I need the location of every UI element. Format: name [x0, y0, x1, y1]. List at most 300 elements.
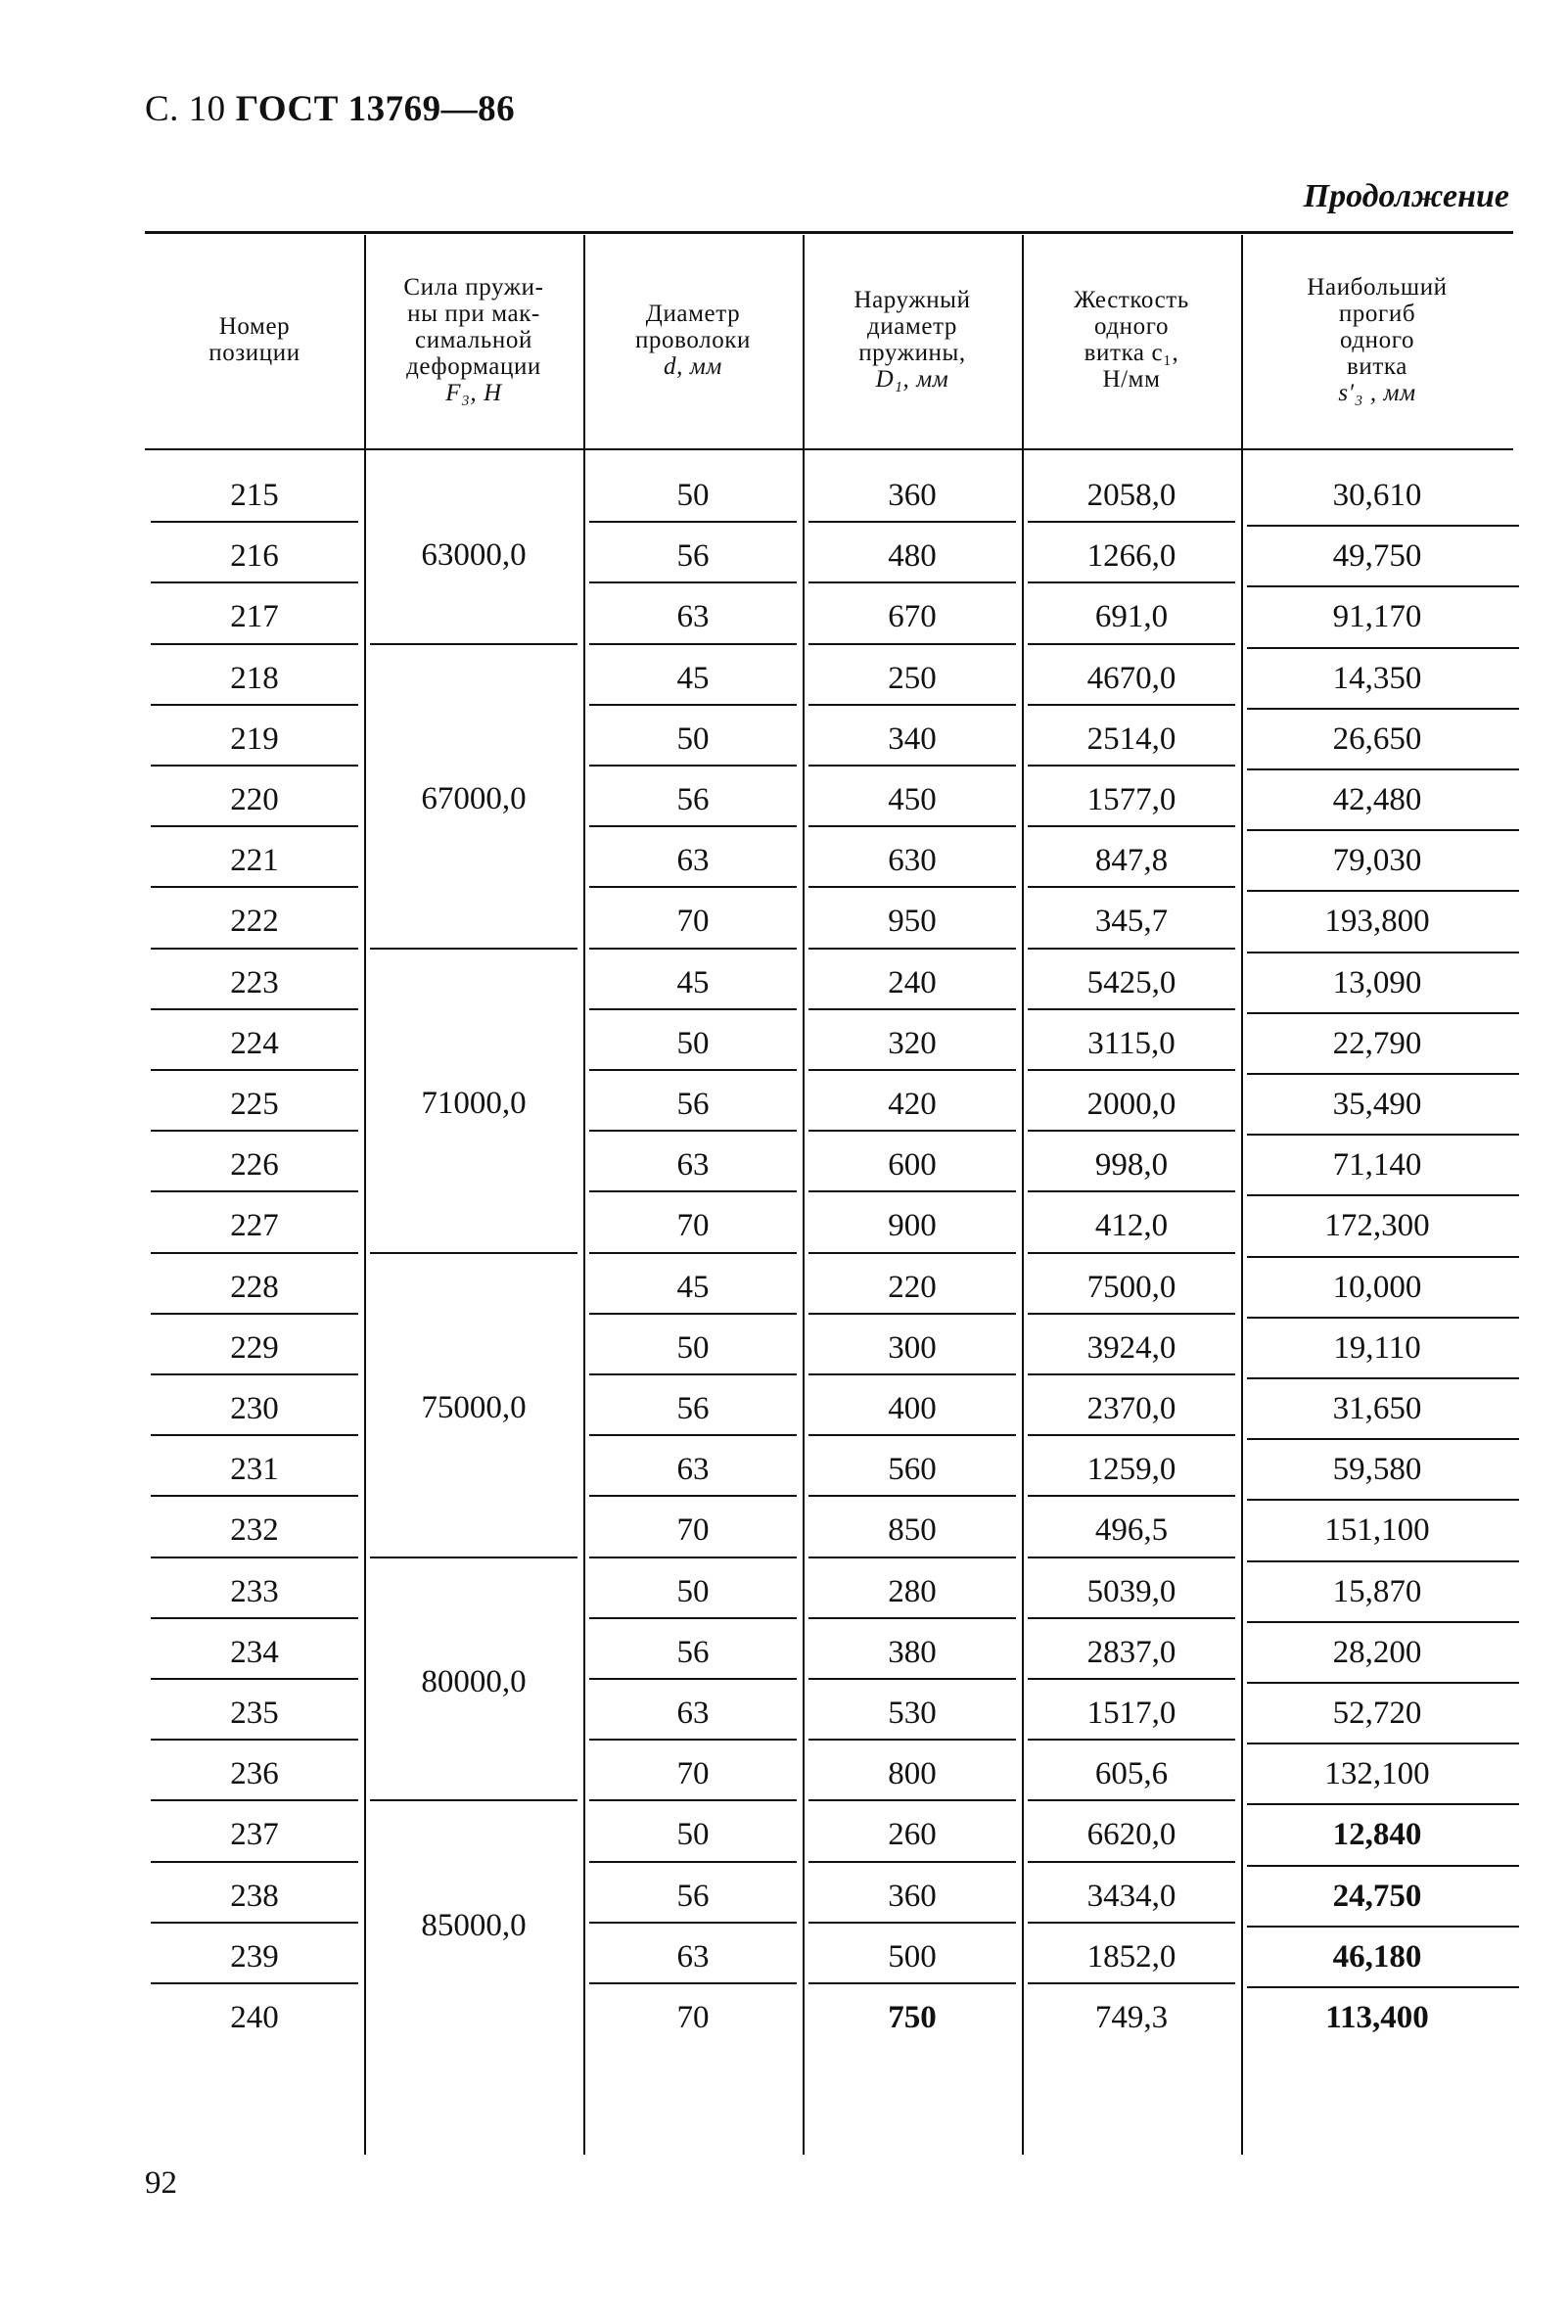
column-header	[364, 239, 583, 441]
cell-s3: 49,750	[1332, 538, 1422, 575]
column-header-line: витка c₁,	[1084, 340, 1179, 366]
row-rule	[1247, 1682, 1519, 1684]
cell-s3: 59,580	[1332, 1452, 1422, 1488]
cell-s3: 10,000	[1332, 1269, 1422, 1305]
cell-D1: 670	[888, 599, 937, 635]
row-rule	[589, 765, 797, 767]
row-rule	[808, 1617, 1016, 1619]
cell-c1: 3434,0	[1086, 1878, 1176, 1914]
column-header-line: позиции	[208, 340, 300, 366]
cell-pos: 221	[230, 843, 279, 879]
row-rule	[589, 521, 797, 523]
row-rule	[808, 1008, 1016, 1010]
cell-c1: 345,7	[1094, 904, 1169, 940]
column-header-line: одного	[1339, 326, 1415, 353]
cell-s3: 22,790	[1332, 1025, 1422, 1061]
row-rule	[1247, 952, 1519, 953]
row-rule	[589, 1069, 797, 1071]
cell-s3: 91,170	[1332, 599, 1422, 635]
row-rule	[808, 765, 1016, 767]
row-rule	[808, 886, 1016, 888]
cell-c1: 1577,0	[1086, 782, 1176, 817]
cell-s3: 71,140	[1332, 1147, 1422, 1184]
row-rule	[1247, 1377, 1519, 1379]
row-rule	[1028, 1922, 1235, 1924]
cell-D1: 340	[888, 720, 937, 757]
cell-D1: 950	[888, 904, 937, 940]
row-rule	[808, 1557, 1016, 1558]
cell-c1: 2000,0	[1086, 1087, 1176, 1122]
cell-pos: 220	[230, 782, 279, 817]
spring-table	[145, 231, 1513, 2199]
row-rule	[808, 521, 1016, 523]
row-rule	[1247, 647, 1519, 649]
cell-D1: 250	[888, 660, 937, 696]
force-value: 85000,0	[421, 1907, 527, 1943]
row-rule	[151, 1434, 358, 1436]
column-header-line: F₃, Н	[445, 379, 502, 406]
column-header	[1022, 239, 1241, 441]
cell-pos: 223	[230, 964, 279, 1000]
row-rule	[1247, 1986, 1519, 1988]
row-rule	[1247, 1134, 1519, 1136]
cell-d: 56	[676, 1634, 710, 1670]
cell-d: 45	[676, 660, 710, 696]
cell-D1: 750	[888, 2000, 937, 2035]
cell-pos: 229	[230, 1329, 279, 1366]
row-rule	[1247, 1560, 1519, 1562]
force-value: 67000,0	[421, 781, 527, 817]
column-separator	[803, 235, 805, 2155]
cell-pos: 240	[230, 2000, 279, 2035]
column-separator	[1241, 235, 1243, 2155]
row-rule	[1028, 1008, 1235, 1010]
force-value: 75000,0	[421, 1390, 527, 1426]
cell-c1: 2514,0	[1086, 720, 1176, 757]
column-separator	[364, 235, 366, 2155]
row-rule	[1247, 1621, 1519, 1623]
row-rule	[589, 1799, 797, 1801]
column-header	[583, 239, 803, 441]
row-rule	[589, 1008, 797, 1010]
cell-c1: 998,0	[1094, 1147, 1169, 1184]
row-rule	[151, 1495, 358, 1497]
row-rule	[808, 1130, 1016, 1132]
row-rule	[151, 1617, 358, 1619]
row-rule	[1247, 1012, 1519, 1014]
column-header-line: Диаметр	[645, 300, 741, 327]
cell-d: 50	[676, 1025, 710, 1061]
row-rule	[151, 1313, 358, 1315]
row-rule	[151, 1008, 358, 1010]
cell-s3: 52,720	[1332, 1696, 1422, 1731]
row-rule	[1247, 525, 1519, 527]
cell-D1: 400	[888, 1391, 937, 1426]
row-rule	[151, 704, 358, 706]
cell-d: 50	[676, 1573, 710, 1609]
cell-s3: 13,090	[1332, 964, 1422, 1000]
cell-c1: 1266,0	[1086, 538, 1176, 575]
cell-d: 63	[676, 599, 710, 635]
cell-d: 45	[676, 1269, 710, 1305]
cell-s3: 15,870	[1332, 1573, 1422, 1609]
group-rule	[370, 1252, 577, 1254]
cell-pos: 234	[230, 1634, 279, 1670]
row-rule	[808, 581, 1016, 583]
cell-pos: 237	[230, 1817, 279, 1853]
cell-D1: 360	[888, 1878, 937, 1914]
column-header-line: Наибольший	[1307, 273, 1448, 301]
row-rule	[1247, 1926, 1519, 1928]
row-rule	[151, 1982, 358, 1984]
row-rule	[808, 1739, 1016, 1741]
group-rule	[370, 948, 577, 950]
row-rule	[1028, 1373, 1235, 1375]
cell-d: 70	[676, 2000, 710, 2035]
cell-s3: 46,180	[1332, 1938, 1422, 1975]
cell-s3: 151,100	[1324, 1512, 1430, 1549]
column-header-line: D₁, мм	[875, 366, 949, 393]
cell-c1: 7500,0	[1086, 1269, 1176, 1305]
cell-s3: 113,400	[1325, 2000, 1429, 2035]
cell-d: 63	[676, 1696, 710, 1731]
cell-c1: 4670,0	[1086, 660, 1176, 696]
cell-pos: 215	[230, 478, 279, 513]
row-rule	[151, 1739, 358, 1741]
cell-d: 56	[676, 1878, 710, 1914]
cell-pos: 239	[230, 1938, 279, 1975]
row-rule	[1028, 825, 1235, 827]
cell-c1: 2058,0	[1086, 478, 1176, 513]
row-rule	[589, 1190, 797, 1192]
column-header-line: одного	[1093, 313, 1170, 340]
cell-d: 50	[676, 478, 710, 513]
force-value: 63000,0	[421, 537, 527, 574]
cell-D1: 420	[888, 1087, 937, 1122]
cell-c1: 847,8	[1094, 843, 1169, 879]
cell-pos: 227	[230, 1208, 279, 1244]
column-header-line: Наружный	[853, 287, 971, 313]
cell-D1: 500	[888, 1938, 937, 1975]
cell-d: 56	[676, 1391, 710, 1426]
page-label: С. 10	[145, 89, 226, 129]
row-rule	[589, 1861, 797, 1863]
cell-s3: 42,480	[1332, 782, 1422, 817]
row-rule	[1247, 1256, 1519, 1258]
row-rule	[1028, 1617, 1235, 1619]
row-rule	[1028, 948, 1235, 950]
column-header	[803, 239, 1022, 441]
cell-d: 50	[676, 1329, 710, 1366]
row-rule	[808, 1495, 1016, 1497]
row-rule	[589, 1617, 797, 1619]
cell-pos: 232	[230, 1512, 279, 1549]
page-header	[145, 88, 515, 130]
cell-pos: 226	[230, 1147, 279, 1184]
cell-pos: 225	[230, 1087, 279, 1122]
cell-d: 50	[676, 720, 710, 757]
cell-c1: 691,0	[1094, 599, 1169, 635]
row-rule	[1028, 1069, 1235, 1071]
cell-D1: 600	[888, 1147, 937, 1184]
cell-D1: 800	[888, 1756, 937, 1792]
row-rule	[1028, 1982, 1235, 1984]
column-header-line: d, мм	[664, 352, 722, 380]
cell-c1: 2837,0	[1086, 1634, 1176, 1670]
row-rule	[1247, 1865, 1519, 1867]
row-rule	[589, 1434, 797, 1436]
cell-d: 70	[676, 1756, 710, 1792]
row-rule	[808, 1252, 1016, 1254]
row-rule	[151, 643, 358, 645]
cell-s3: 132,100	[1324, 1756, 1430, 1792]
cell-d: 63	[676, 843, 710, 879]
row-rule	[808, 948, 1016, 950]
cell-pos: 222	[230, 904, 279, 940]
page-number: 92	[145, 2165, 177, 2201]
row-rule	[151, 1557, 358, 1558]
cell-pos: 219	[230, 720, 279, 757]
cell-d: 63	[676, 1452, 710, 1488]
row-rule	[1247, 585, 1519, 587]
cell-c1: 5039,0	[1086, 1573, 1176, 1609]
row-rule	[1247, 890, 1519, 892]
cell-D1: 380	[888, 1634, 937, 1670]
cell-s3: 12,840	[1332, 1817, 1422, 1853]
cell-D1: 300	[888, 1329, 937, 1366]
cell-d: 70	[676, 904, 710, 940]
column-header-line: Н/мм	[1102, 366, 1161, 393]
column-separator	[583, 235, 585, 2155]
cell-D1: 280	[888, 1573, 937, 1609]
column-header-line: деформации	[406, 352, 541, 380]
cell-D1: 480	[888, 538, 937, 575]
cell-D1: 220	[888, 1269, 937, 1305]
column-header-line: диаметр	[866, 313, 958, 340]
row-rule	[151, 1252, 358, 1254]
cell-d: 56	[676, 1087, 710, 1122]
cell-d: 70	[676, 1208, 710, 1244]
standard-code: ГОСТ 13769—86	[235, 89, 516, 129]
cell-s3: 28,200	[1332, 1634, 1422, 1670]
table-top-rule	[145, 231, 1513, 234]
cell-s3: 24,750	[1332, 1878, 1422, 1914]
cell-D1: 360	[888, 478, 937, 513]
column-header-line: прогиб	[1338, 300, 1416, 327]
cell-s3: 79,030	[1332, 843, 1422, 879]
row-rule	[1247, 1803, 1519, 1805]
row-rule	[589, 1739, 797, 1741]
row-rule	[151, 886, 358, 888]
row-rule	[1028, 1739, 1235, 1741]
row-rule	[151, 521, 358, 523]
cell-s3: 14,350	[1332, 660, 1422, 696]
cell-s3: 19,110	[1333, 1329, 1421, 1366]
cell-d: 50	[676, 1817, 710, 1853]
row-rule	[1247, 708, 1519, 710]
row-rule	[151, 581, 358, 583]
force-value: 71000,0	[421, 1086, 527, 1122]
row-rule	[151, 1130, 358, 1132]
row-rule	[1247, 1194, 1519, 1196]
cell-D1: 560	[888, 1452, 937, 1488]
row-rule	[151, 1922, 358, 1924]
row-rule	[808, 1373, 1016, 1375]
row-rule	[151, 1799, 358, 1801]
group-rule	[370, 1799, 577, 1801]
row-rule	[808, 1313, 1016, 1315]
cell-c1: 496,5	[1094, 1512, 1169, 1549]
group-rule	[370, 1557, 577, 1558]
cell-pos: 217	[230, 599, 279, 635]
cell-D1: 260	[888, 1817, 937, 1853]
cell-D1: 850	[888, 1512, 937, 1549]
cell-d: 70	[676, 1512, 710, 1549]
row-rule	[589, 1313, 797, 1315]
row-rule	[589, 1495, 797, 1497]
cell-s3: 31,650	[1332, 1391, 1422, 1426]
row-rule	[1028, 1252, 1235, 1254]
cell-s3: 30,610	[1332, 478, 1422, 513]
row-rule	[808, 704, 1016, 706]
row-rule	[151, 1190, 358, 1192]
cell-pos: 230	[230, 1391, 279, 1426]
header-bottom-rule	[145, 448, 1513, 450]
row-rule	[1028, 1130, 1235, 1132]
cell-s3: 35,490	[1332, 1087, 1422, 1122]
row-rule	[1028, 1313, 1235, 1315]
cell-d: 45	[676, 964, 710, 1000]
row-rule	[1028, 1434, 1235, 1436]
column-header	[1241, 239, 1513, 441]
column-header-line: проволоки	[634, 326, 752, 353]
cell-pos: 238	[230, 1878, 279, 1914]
row-rule	[1028, 581, 1235, 583]
row-rule	[1028, 886, 1235, 888]
row-rule	[808, 1434, 1016, 1436]
cell-c1: 3115,0	[1087, 1025, 1176, 1061]
row-rule	[151, 1069, 358, 1071]
row-rule	[808, 1678, 1016, 1680]
column-header-line: Жесткость	[1074, 287, 1189, 313]
cell-D1: 240	[888, 964, 937, 1000]
row-rule	[808, 1069, 1016, 1071]
cell-pos: 235	[230, 1696, 279, 1731]
row-rule	[589, 643, 797, 645]
cell-d: 63	[676, 1938, 710, 1975]
row-rule	[1247, 1743, 1519, 1744]
row-rule	[1028, 1557, 1235, 1558]
row-rule	[589, 1373, 797, 1375]
row-rule	[1028, 521, 1235, 523]
column-header-line: Номер	[218, 313, 291, 340]
row-rule	[1028, 1495, 1235, 1497]
row-rule	[589, 1982, 797, 1984]
cell-D1: 320	[888, 1025, 937, 1061]
row-rule	[589, 1252, 797, 1254]
cell-c1: 412,0	[1094, 1208, 1169, 1244]
row-rule	[1247, 768, 1519, 770]
cell-pos: 231	[230, 1452, 279, 1488]
row-rule	[1028, 1861, 1235, 1863]
cell-pos: 216	[230, 538, 279, 575]
row-rule	[151, 1678, 358, 1680]
cell-s3: 193,800	[1324, 904, 1430, 940]
cell-pos: 224	[230, 1025, 279, 1061]
cell-pos: 233	[230, 1573, 279, 1609]
cell-c1: 749,3	[1094, 2000, 1169, 2035]
row-rule	[1247, 1499, 1519, 1501]
cell-c1: 6620,0	[1086, 1817, 1176, 1853]
cell-c1: 1852,0	[1086, 1938, 1176, 1975]
row-rule	[589, 1130, 797, 1132]
cell-c1: 3924,0	[1086, 1329, 1176, 1366]
row-rule	[589, 1922, 797, 1924]
cell-d: 63	[676, 1147, 710, 1184]
row-rule	[1028, 704, 1235, 706]
row-rule	[1247, 1073, 1519, 1075]
row-rule	[151, 825, 358, 827]
cell-D1: 630	[888, 843, 937, 879]
cell-D1: 900	[888, 1208, 937, 1244]
row-rule	[1247, 1438, 1519, 1440]
column-header-line: ны при мак-	[407, 300, 540, 327]
row-rule	[589, 704, 797, 706]
row-rule	[1028, 1799, 1235, 1801]
row-rule	[589, 581, 797, 583]
row-rule	[1028, 643, 1235, 645]
cell-pos: 218	[230, 660, 279, 696]
column-header-line: s′₃ , мм	[1338, 379, 1416, 406]
cell-c1: 5425,0	[1086, 964, 1176, 1000]
cell-s3: 26,650	[1332, 720, 1422, 757]
cell-d: 56	[676, 538, 710, 575]
row-rule	[589, 886, 797, 888]
row-rule	[808, 1922, 1016, 1924]
cell-D1: 450	[888, 782, 937, 817]
row-rule	[589, 1678, 797, 1680]
column-header-line: симальной	[415, 326, 532, 353]
cell-pos: 228	[230, 1269, 279, 1305]
row-rule	[1028, 765, 1235, 767]
row-rule	[1247, 1317, 1519, 1319]
row-rule	[1247, 829, 1519, 831]
group-rule	[370, 643, 577, 645]
row-rule	[1028, 1190, 1235, 1192]
row-rule	[808, 1982, 1016, 1984]
row-rule	[808, 1190, 1016, 1192]
cell-c1: 1517,0	[1086, 1696, 1176, 1731]
cell-D1: 530	[888, 1696, 937, 1731]
column-separator	[1022, 235, 1024, 2155]
column-header	[145, 239, 364, 441]
continuation-label: Продолжение	[1303, 178, 1509, 214]
row-rule	[1028, 1678, 1235, 1680]
cell-d: 56	[676, 782, 710, 817]
row-rule	[151, 948, 358, 950]
column-header-line: Сила пружи-	[403, 273, 544, 301]
cell-c1: 605,6	[1094, 1756, 1169, 1792]
column-header-line: пружины,	[858, 340, 966, 366]
cell-s3: 172,300	[1324, 1208, 1430, 1244]
row-rule	[808, 825, 1016, 827]
row-rule	[808, 643, 1016, 645]
force-value: 80000,0	[421, 1664, 527, 1699]
row-rule	[151, 765, 358, 767]
row-rule	[808, 1861, 1016, 1863]
cell-c1: 2370,0	[1086, 1391, 1176, 1426]
column-header-line: витка	[1347, 352, 1407, 380]
